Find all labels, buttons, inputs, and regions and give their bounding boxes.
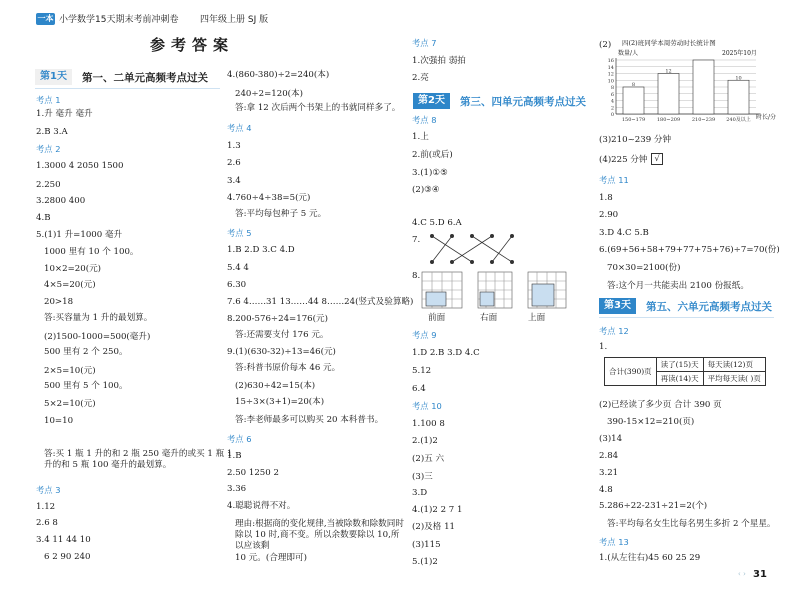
answer-line: 5.(1)1 升=1000 毫升 [36,230,123,240]
answer-line: 500 里有 5 个 100。 [44,381,128,391]
bar-value-label: 8 [631,82,636,88]
day1-title: 第一、二单元高频考点过关 [81,71,208,84]
answer-line: 1.次强拍 弱拍 [412,56,466,66]
answer-line: (3)三 [412,472,433,482]
view-front-label: 前面 [428,313,446,323]
bar-chart [604,56,777,124]
answer-line: 8. [412,271,421,281]
answer-line: 3.21 [599,468,619,478]
answer-line: 3.2800 400 [36,196,86,206]
answer-line: 答:还需要支付 176 元。 [235,330,329,340]
table-read-daily: 每天读(12)页 [703,358,765,372]
bar [623,87,644,114]
day3-label: 第3天 [599,298,636,314]
y-tick-label: 2 [610,105,614,112]
day3-title: 第五、六单元高频考点过关 [645,300,772,313]
answer-line: 15÷3×(3+1)=20(本) [235,397,325,407]
grade-edition: 四年级上册 SJ 版 [200,15,269,25]
answer-line: (3)115 [412,540,441,550]
section-heading: 考点 10 [412,401,442,411]
answer-line: 2.(1)2 [412,436,438,446]
table-read: 读了(15)天 [656,358,703,372]
x-tick-label: 240及以上 [726,117,751,123]
answer-line: (2)③④ [412,185,440,195]
answer-line: 答:李老师最多可以购买 20 本科普书。 [235,415,384,425]
answer-line: 2.50 1250 2 [227,468,279,478]
answer-line: 1.升 毫升 毫升 [36,109,93,119]
section-heading: 考点 13 [599,537,629,547]
answer-line: 1.8 [599,193,613,203]
y-tick-label: 10 [607,78,614,85]
answer-line: 1.B 2.D 3.C 4.D [227,245,295,255]
reading-table [604,357,766,386]
answer-line: 2.84 [599,451,619,461]
view-top-label: 上面 [528,313,546,323]
day3-heading [599,297,772,315]
y-tick-label: 16 [607,58,614,64]
answer-line: 4.(860-380)÷2=240(本) [227,70,330,80]
answer-line: 390-15×12=210(页) [607,417,695,427]
answer-line: 3.36 [227,484,247,494]
y-tick-label: 12 [607,71,614,78]
answer-line: 2.6 [227,158,241,168]
table-reread-daily: 平均每天读( )页 [703,372,765,386]
page-arrows: ‹ › [738,570,746,578]
answer-line: 8.200-576÷24=176(元) [227,314,328,324]
answer-line: 1. [599,342,608,352]
y-tick-label: 6 [610,91,614,98]
answer-line: (2)1500-1000=500(毫升) [44,332,151,342]
answer-line: 4.760÷4÷38=5(元) [227,193,311,203]
answer-line: 20>18 [44,297,74,307]
answer-line: 6 2 90 240 [44,552,91,562]
answer-line: 1.上 [412,132,429,142]
book-title: 小学数学15天期末考前冲刺卷 [59,15,179,25]
section-heading: 考点 5 [227,228,252,238]
answer-line: 3.D [412,488,428,498]
page-header [0,0,800,28]
answer-line: (2)已经读了多少页 合计 390 页 [599,400,722,410]
answer-line: 4.(1)2 2 7 1 [412,505,463,515]
section-heading: 考点 9 [412,330,437,340]
y-tick-label: 8 [610,85,614,91]
section-heading: 考点 3 [36,485,61,495]
section-heading: 考点 1 [36,95,61,105]
answer-line: (3)14 [599,434,623,444]
answer-line: 240÷2=120(本) [235,89,303,99]
answer-line: 2.前(或后) [412,150,453,160]
answer-line: 5.(1)2 [412,557,438,567]
answer-line: 3.(1)①⑤ [412,168,448,178]
day2-label: 第2天 [413,93,450,109]
answer-line: 2.250 [36,180,61,190]
book-logo: 一本 [37,14,54,23]
answer-line: 5.12 [412,366,432,376]
answer-line: 4.8 [599,485,613,495]
answer-line: (2)五 六 [412,454,445,464]
day2-heading [413,92,586,110]
answer-line: 答:买 1 瓶 1 升的和 2 瓶 250 毫升的或买 1 瓶 1 升的和 5 瓶 100 毫升的最划算。 [44,449,233,470]
answer-line: 理由:根据商的变化规律,当被除数和除数同时除以 10 时,商不变。所以余数要除以 10,所以应该剩 [235,519,404,551]
answer-line: 1.12 [36,502,56,512]
answer-line: 5×2=10(元) [44,399,96,409]
bar-value-label: 10 [735,75,742,82]
answer-line: 1.100 8 [412,419,445,429]
answer-line: 6.(69+56+58+79+77+75+76)÷7=70(份) [599,245,780,255]
x-tick-label: 210~239 [691,117,716,123]
three-views-figure [420,270,570,312]
answer-line: (2)630÷42=15(本) [235,381,316,391]
y-tick-label: 14 [607,64,614,71]
x-tick-label: 180~209 [656,117,681,123]
answer-line: 1.3000 4 2050 1500 [36,161,124,171]
answer-line: 答:买容量为 1 升的最划算。 [44,313,153,323]
section-heading: 考点 12 [599,326,629,336]
page-number: 31 [753,569,767,580]
chart-title: 四(2)班同学本周劳动时长统计图 [622,39,716,47]
answer-line: 4.B [36,213,51,223]
answer-line: 3.4 11 44 10 [36,535,91,545]
answer-line: 2×5=10(元) [44,366,96,376]
answer-line: 9.(1)(630-32)÷13=46(元) [227,347,336,357]
bar-value-label: 12 [665,68,672,75]
q4-2-label: (2) [599,40,612,50]
answer-line: 70×30=2100(份) [607,263,681,273]
bar [728,80,749,114]
answer-line: 6.30 [227,280,247,290]
answer-line: 2.90 [599,210,619,220]
bar [658,74,679,115]
answer-line: 10=10 [44,416,74,426]
answer-line: 答:这个月一共能卖出 2100 份报纸。 [607,281,749,291]
divider [35,88,220,89]
answer-line: 3.D 4.C 5.B [599,228,649,238]
day1-label: 第1天 [35,69,72,85]
chart-ylabel: 数量/人 [618,50,639,57]
section-heading: 考点 2 [36,144,61,154]
answer-line: 1.B [227,451,242,461]
y-tick-label: 4 [610,98,614,105]
section-heading: 考点 11 [599,175,629,185]
answer-line: 答:科普书原价每本 46 元。 [235,363,341,373]
answer-line: 4.聪聪说得不对。 [227,501,296,511]
chart-date: 2025年10月 [722,50,757,57]
divider [599,317,774,318]
table-total: 合计(390)页 [605,358,657,386]
answer-line: 7.6 4……31 13……44 8……24(竖式及验算略) [227,297,414,307]
answer-line: 答:平均每包种子 5 元。 [235,209,327,219]
answer-line: (2)及格 11 [412,522,456,532]
chart-xunit: 时长/分 [756,114,777,121]
x-tick-label: 150~179 [621,117,646,123]
answer-line: 4.C 5.D 6.A [412,218,462,228]
answer-line: (4)225 分钟 [599,155,648,165]
answer-line: 10 元。(合理即可) [235,553,307,563]
section-heading: 考点 6 [227,434,252,444]
answer-line: 3.4 [227,176,241,186]
answer-line: 5.4 4 [227,263,249,273]
answer-line: 10×2=20(元) [44,264,102,274]
line-match-figure [426,232,536,266]
y-tick-label: 0 [610,112,614,118]
section-heading: 考点 8 [412,115,437,125]
answer-line: 500 里有 2 个 250。 [44,347,128,357]
answer-title: 参考答案 [150,36,235,54]
answer-line: 2.B 3.A [36,127,68,137]
answer-line: (3)210~239 分钟 [599,135,672,145]
table-reread: 再读(14)天 [656,372,703,386]
answer-line: 答:拿 12 次后两个书架上的书就同样多了。 [235,103,401,113]
answer-line: 7. [412,235,421,245]
answer-line: 2.亮 [412,73,429,83]
day2-title: 第三、四单元高频考点过关 [459,95,586,108]
answer-line: 答:平均每名女生比每名男生多折 2 个星星。 [607,519,776,529]
answer-line: 5.286÷22-231÷21=2(个) [599,501,708,511]
answer-line: 6.4 [412,384,426,394]
section-heading: 考点 4 [227,123,252,133]
answer-line: 4×5=20(元) [44,280,96,290]
answer-line: 1.3 [227,141,241,151]
answer-line: 1.D 2.B 3.D 4.C [412,348,480,358]
bar [693,60,714,114]
view-right-label: 右面 [480,313,498,323]
day1-heading [35,68,208,86]
answer-line: 1.(从左往右)45 60 25 29 [599,553,701,563]
answer-line: 2.6 8 [36,518,58,528]
check-box: √ [651,153,663,165]
section-heading: 考点 7 [412,38,437,48]
answer-line: 1000 里有 10 个 100。 [44,247,139,257]
